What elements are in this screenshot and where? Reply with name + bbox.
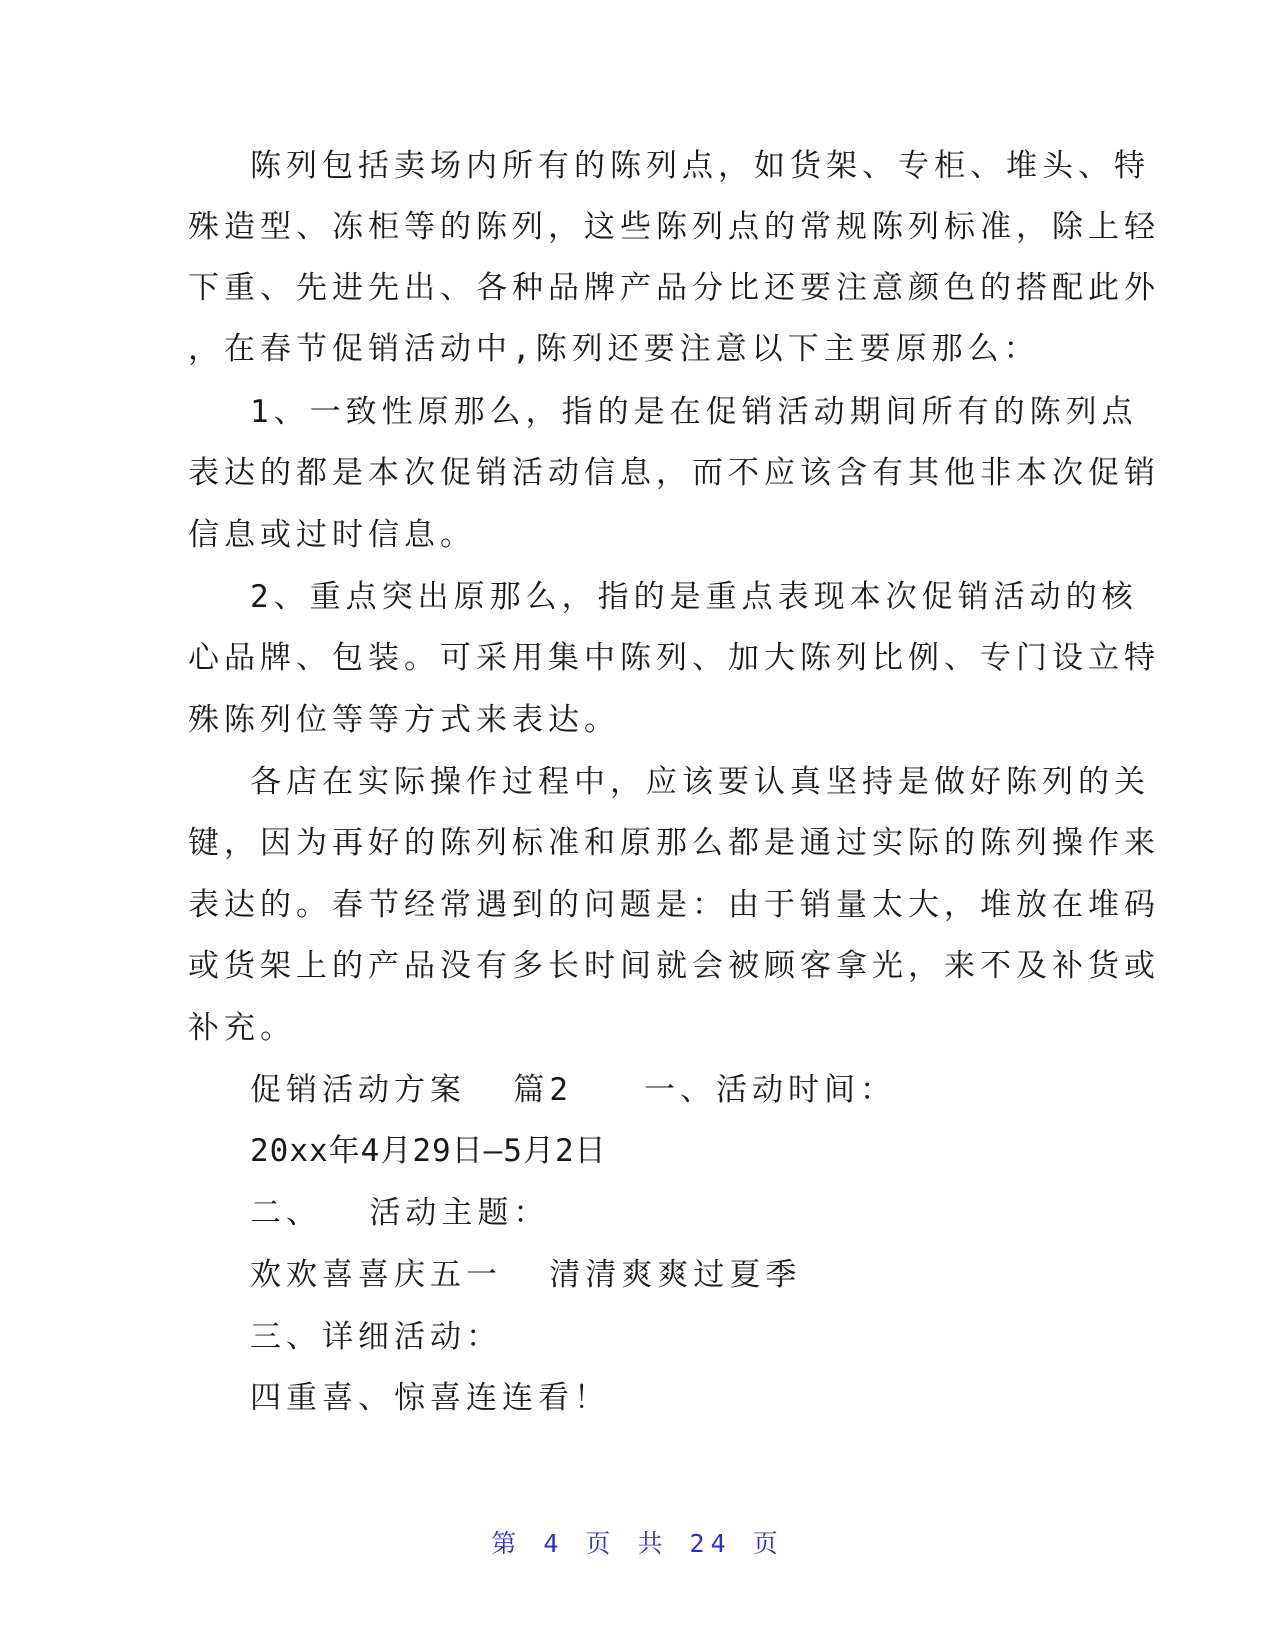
section-heading: 二、 活动主题： — [250, 1195, 550, 1231]
paragraph-line: 2、重点突出原那么，指的是重点表现本次促销活动的核 — [250, 579, 1138, 615]
paragraph-line: 陈列包括卖场内所有的陈列点，如货架、专柜、堆头、特 — [250, 148, 1150, 184]
paragraph-line: 信息或过时信息。 — [188, 517, 476, 553]
section-heading: 三、详细活动： — [250, 1319, 502, 1355]
paragraph-line: 各店在实际操作过程中，应该要认真坚持是做好陈列的关 — [250, 764, 1150, 800]
paragraph-line: 表达的都是本次促销活动信息，而不应该含有其他非本次促销 — [188, 455, 1160, 491]
paragraph-line: 四重喜、惊喜连连看！ — [250, 1380, 610, 1416]
activity-date: 20xx年4月29日—5月2日 — [250, 1133, 607, 1169]
paragraph-line: 心品牌、包装。可采用集中陈列、加大陈列比例、专门设立特 — [188, 640, 1160, 676]
paragraph-line: 下重、先进先出、各种品牌产品分比还要注意颜色的搭配此外 — [188, 270, 1160, 306]
paragraph-line: 殊造型、冻柜等的陈列，这些陈列点的常规陈列标准，除上轻 — [188, 209, 1160, 245]
paragraph-line: 1、一致性原那么，指的是在促销活动期间所有的陈列点 — [250, 394, 1138, 430]
paragraph-line: 键，因为再好的陈列标准和原那么都是通过实际的陈列操作来 — [188, 825, 1160, 861]
paragraph-line: 或货架上的产品没有多长时间就会被顾客拿光，来不及补货或 — [188, 948, 1160, 984]
page-number-footer: 第 4 页 共 24 页 — [491, 1529, 784, 1558]
activity-theme: 欢欢喜喜庆五一 清清爽爽过夏季 — [250, 1257, 802, 1293]
section-heading: 促销活动方案 篇2 一、活动时间： — [250, 1072, 896, 1108]
paragraph-line: 补充。 — [188, 1010, 296, 1046]
paragraph-line: 表达的。春节经常遇到的问题是：由于销量太大，堆放在堆码 — [188, 887, 1160, 923]
paragraph-line: ，在春节促销活动中,陈列还要注意以下主要原那么： — [188, 331, 1040, 367]
paragraph-line: 殊陈列位等等方式来表达。 — [188, 702, 620, 738]
